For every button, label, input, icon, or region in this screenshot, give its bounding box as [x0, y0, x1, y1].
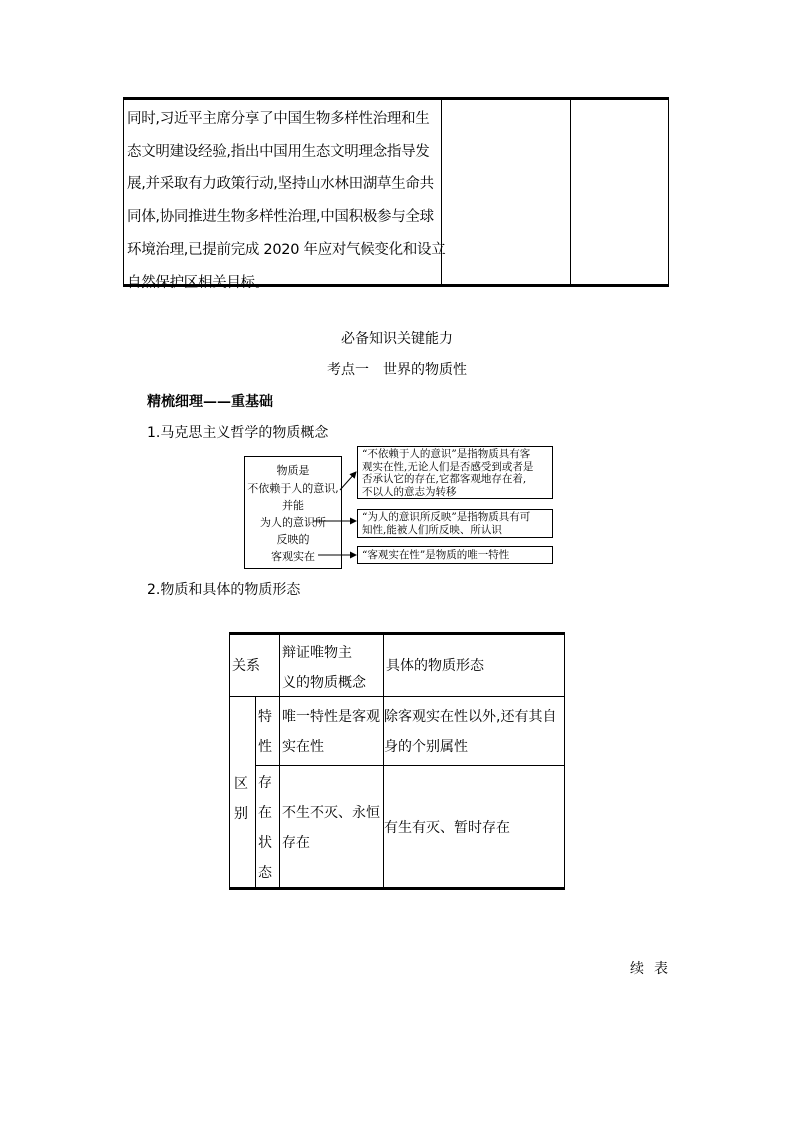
box-line: 不以人的意志为转移 [362, 485, 457, 498]
cell-text: 不生不灭、永恒 [282, 805, 380, 821]
text-line: 态文明建设经验,指出中国用生态文明理念指导发 [127, 143, 430, 160]
box-line: “为人的意识所反映”是指物质具有可 [362, 511, 531, 523]
column-divider [279, 635, 280, 696]
cell-text: 身的个别属性 [384, 739, 468, 755]
group-label-char: 区 [234, 776, 248, 792]
box-line: 否承认它的存在,它都客观地存在着, [362, 473, 527, 485]
column-divider [279, 696, 280, 887]
sub-heading: 考点一 世界的物质性 [327, 362, 467, 378]
definition-line: 为人的意识所 [260, 516, 326, 529]
text-line: 展,并采取有力政策行动,坚持山水林田湖草生命共 [127, 176, 434, 193]
definition-line: 并能 [282, 499, 304, 512]
header-relation: 关系 [232, 658, 260, 674]
cell-text: 唯一特性是客观 [282, 709, 380, 725]
row-label-char: 性 [258, 739, 272, 755]
definition-line: 客观实在 [271, 550, 315, 563]
text-line: 环境治理,已提前完成 2020 年应对气候变化和设立 [127, 241, 446, 258]
row-label-char: 状 [258, 835, 272, 851]
item-title-2: 2.物质和具体的物质形态 [147, 582, 301, 598]
text-line: 同时,习近平主席分享了中国生物多样性治理和生 [127, 111, 430, 127]
section-title: 精梳细理——重基础 [147, 394, 273, 410]
row-divider [255, 765, 564, 766]
box-line: “不依赖于人的意识”是指物质具有客 [362, 448, 531, 460]
row-label-char: 在 [258, 805, 272, 821]
header-dialectical-line: 义的物质概念 [282, 675, 366, 691]
comparison-table [229, 632, 565, 890]
cell-text: 除客观实在性以外,还有其自 [384, 709, 557, 725]
box-line: 知性,能被人们所反映、所认识 [362, 523, 502, 536]
continued-label: 续表 [630, 961, 678, 977]
definition-line: 物质是 [276, 464, 310, 477]
group-label-char: 别 [234, 806, 248, 822]
cell-text: 存在 [282, 835, 310, 851]
box-line: 观实在性,无论人们是否感受到或者是 [362, 460, 534, 473]
main-heading: 必备知识关键能力 [341, 331, 453, 347]
row-label-char: 态 [258, 865, 272, 881]
row-divider [230, 696, 564, 697]
cell-text: 有生有灭、暂时存在 [384, 820, 510, 836]
item-title-1: 1.马克思主义哲学的物质概念 [147, 425, 329, 441]
arrow-to-box-1 [340, 472, 356, 490]
text-line: 自然保护区相关目标。 [127, 274, 269, 291]
text-line: 同体,协同推进生物多样性治理,中国积极参与全球 [127, 209, 434, 226]
header-concrete-forms: 具体的物质形态 [386, 658, 484, 674]
definition-line: 不依赖于人的意识, [247, 482, 339, 495]
row-label-char: 存 [258, 775, 272, 791]
box-line: “客观实在性”是物质的唯一特性 [362, 549, 510, 561]
column-divider [255, 696, 256, 887]
definition-line: 反映的 [276, 533, 310, 546]
row-label-char: 特 [258, 709, 272, 725]
cell-text: 实在性 [282, 739, 324, 755]
header-dialectical-line: 辩证唯物主 [282, 645, 352, 661]
